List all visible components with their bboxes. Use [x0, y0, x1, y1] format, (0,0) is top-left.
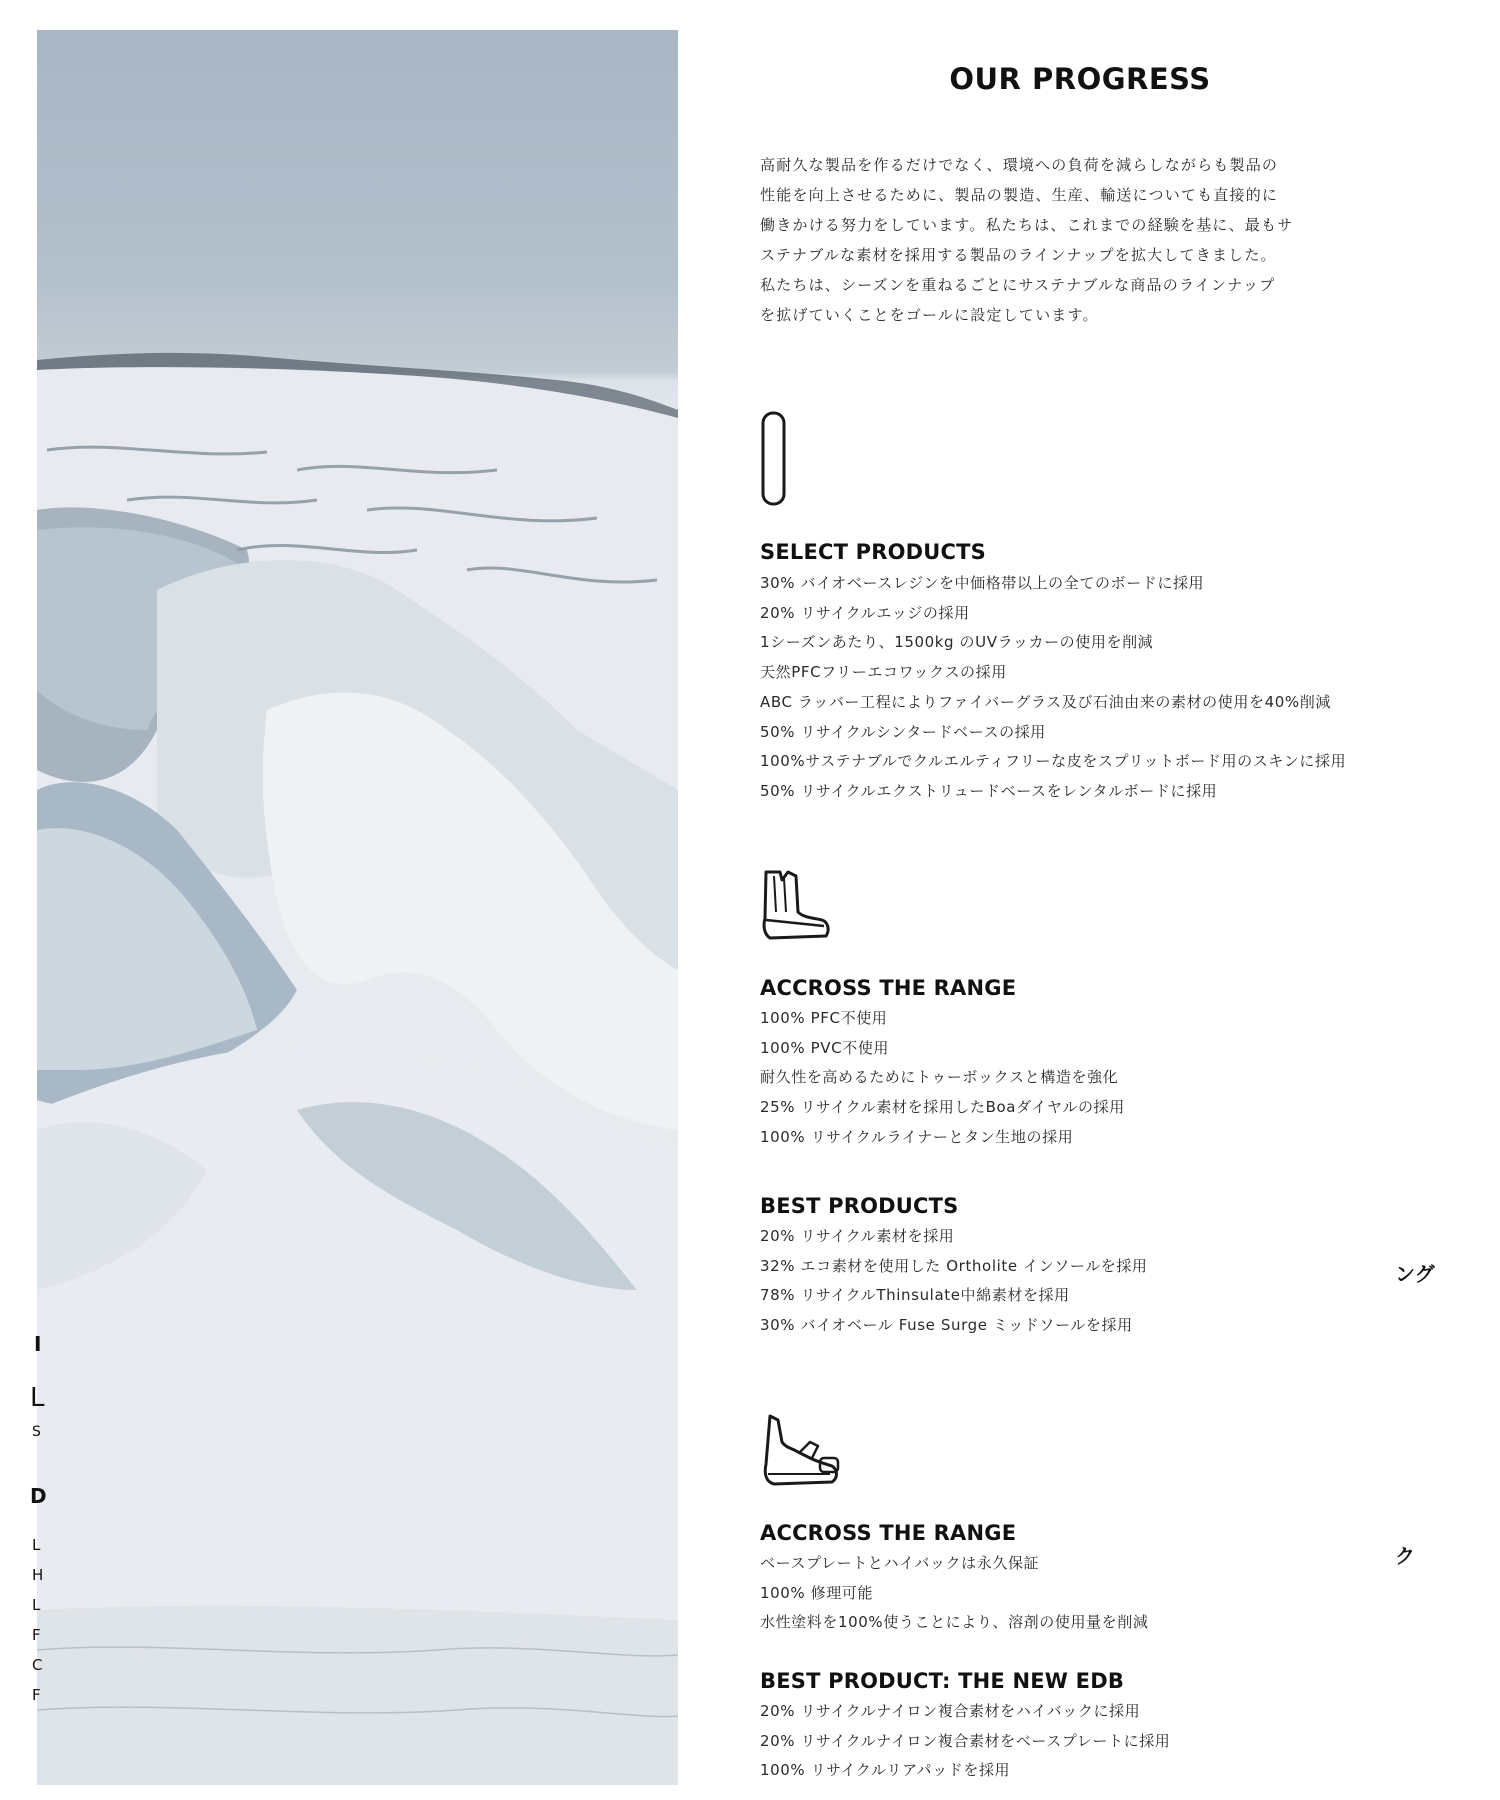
left-fragment-6: H	[32, 1566, 44, 1584]
snow-landscape-photo	[37, 30, 678, 1785]
left-fragment-1: I	[34, 1332, 42, 1356]
left-fragment-9: C	[32, 1656, 43, 1674]
snowboard-icon	[760, 410, 800, 514]
list-item: 25% リサイクル素材を採用したBoaダイヤルの採用	[760, 1098, 1125, 1117]
list-item: 100% リサイクルライナーとタン生地の採用	[760, 1127, 1074, 1146]
list-item: 20% リサイクルエッジの採用	[760, 603, 970, 622]
right-fragment-ku: ク	[1395, 1544, 1415, 1568]
list-item: 1シーズンあたり、1500kg のUVラッカーの使用を削減	[760, 633, 1154, 652]
list-boots-range	[760, 1004, 1125, 1153]
list-bindings-range	[760, 1549, 1149, 1638]
list-best-product-edb	[760, 1697, 1170, 1786]
list-item: 20% リサイクル素材を採用	[760, 1227, 955, 1245]
list-item: 30% バイオベースレジンを中価格帯以上の全てのボードに採用	[760, 574, 1205, 592]
left-fragment-10: F	[32, 1686, 41, 1704]
list-best-products	[760, 1222, 1148, 1341]
list-item: 100% 修理可能	[760, 1583, 874, 1602]
list-item: 天然PFCフリーエコワックスの採用	[760, 663, 1007, 682]
section-title-bindings-range: ACCROSS THE RANGE	[760, 1521, 1017, 1545]
list-item: 100%サステナブルでクルエルティフリーな皮をスプリットボード用のスキンに採用	[760, 752, 1347, 771]
list-item: 50% リサイクルエクストリュードベースをレンタルボードに採用	[760, 781, 1218, 800]
left-fragment-7: L	[32, 1596, 41, 1614]
list-item: 20% リサイクルナイロン複合素材をハイバックに採用	[760, 1702, 1141, 1720]
section-title-best-product-edb: BEST PRODUCT: THE NEW EDB	[760, 1669, 1125, 1693]
list-item: 100% リサイクルリアパッドを採用	[760, 1761, 1011, 1780]
list-item: 78% リサイクルThinsulate中綿素材を採用	[760, 1286, 1070, 1305]
list-item: 20% リサイクルナイロン複合素材をベースプレートに採用	[760, 1731, 1171, 1750]
list-item: 100% PVC不使用	[760, 1038, 890, 1057]
section-title-boots-range: ACCROSS THE RANGE	[760, 976, 1017, 1000]
boot-icon	[760, 868, 835, 952]
left-fragment-8: F	[32, 1626, 41, 1644]
list-item: ABC ラッバー工程によりファイバーグラス及び石油由来の素材の使用を40%削減	[760, 692, 1331, 711]
list-item: 100% PFC不使用	[760, 1009, 888, 1027]
left-fragment-4: D	[30, 1484, 47, 1508]
left-fragment-3: S	[32, 1424, 41, 1440]
left-fragment-5: L	[32, 1536, 41, 1554]
list-item: 水性塗料を100%使うことにより、溶剤の使用量を削減	[760, 1613, 1149, 1632]
left-fragment-2: L	[30, 1383, 45, 1413]
right-fragment-ng: ング	[1395, 1262, 1435, 1286]
section-title-best-products: BEST PRODUCTS	[760, 1194, 959, 1218]
section-title-select-products: SELECT PRODUCTS	[760, 540, 987, 564]
binding-icon	[760, 1412, 845, 1496]
list-item: ベースプレートとハイバックは永久保証	[760, 1554, 1040, 1572]
list-item: 30% バイオベール Fuse Surge ミッドソールを採用	[760, 1316, 1133, 1335]
list-item: 50% リサイクルシンタードベースの採用	[760, 722, 1046, 741]
intro-paragraph: 高耐久な製品を作るだけでなく、環境への負荷を減らしながらも製品の 性能を向上させるために、製品の製造、生産、輸送についても直接的に 働きかける努力をしています。私たちは、これまでの経験を基に、最もサ ステナブルな素材を採用する製品のラインナップを拡大してきました。 私たちは、シーズンを重ねるごとにサステナブルな商品のラインナップ を拡げていくことをゴールに設定しています。	[760, 156, 1294, 324]
list-item: 32% エコ素材を使用した Ortholite インソールを採用	[760, 1256, 1148, 1275]
page-title: OUR PROGRESS	[949, 62, 1211, 96]
list-select-products	[760, 569, 1346, 807]
list-item: 耐久性を高めるためにトゥーボックスと構造を強化	[760, 1068, 1119, 1087]
